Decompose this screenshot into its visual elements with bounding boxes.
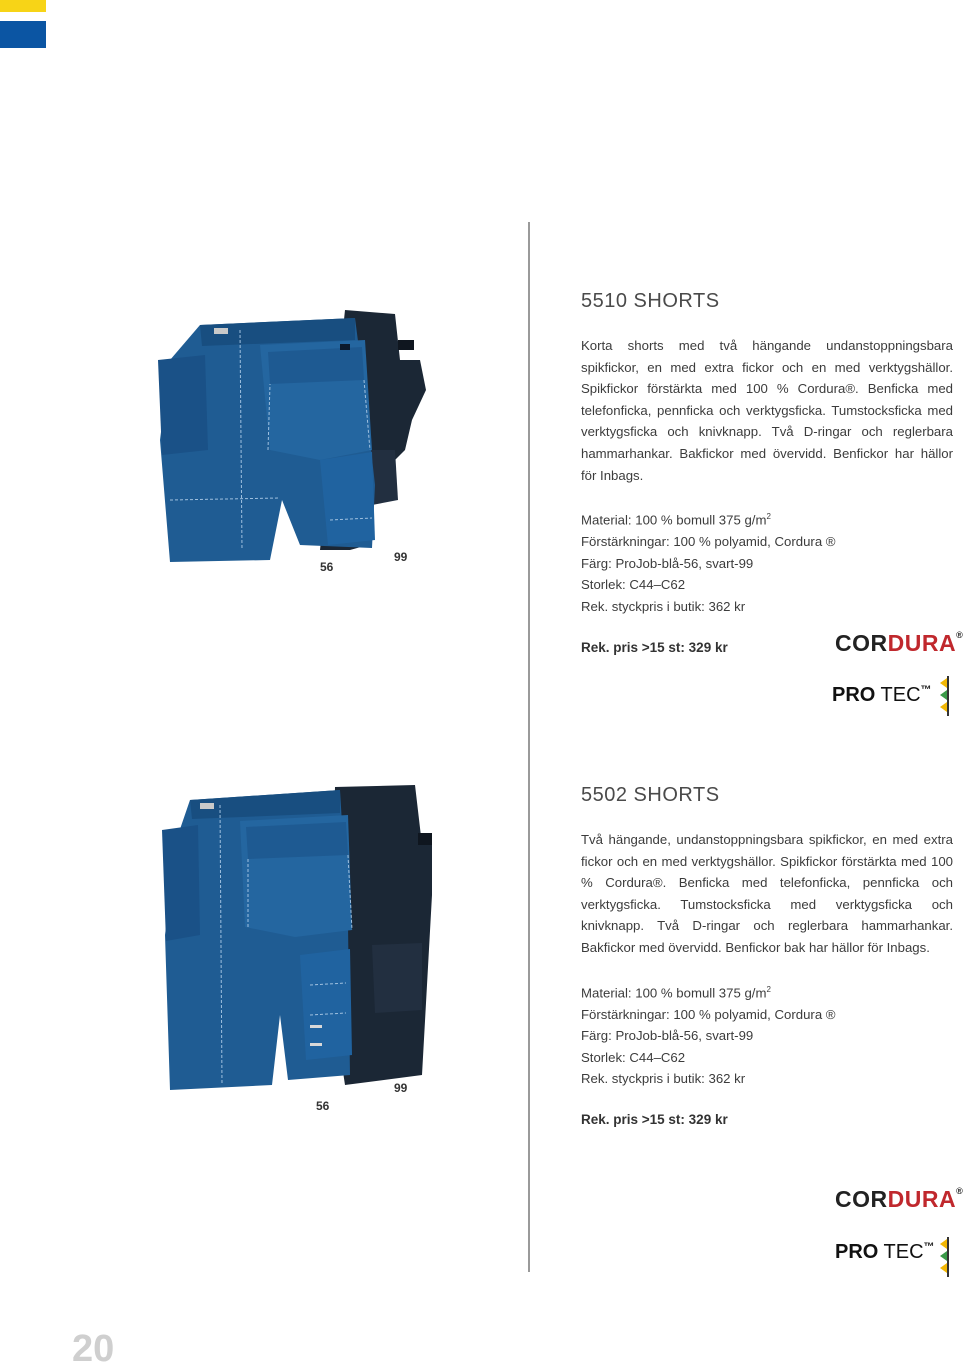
spec-reinforcement: Förstärkningar: 100 % polyamid, Cordura ® — [581, 1006, 836, 1022]
flag-yellow-stripe — [0, 0, 46, 12]
color-code-56: 56 — [316, 1099, 330, 1113]
product-5502 — [581, 784, 953, 1127]
product-image-5502 — [160, 785, 440, 1105]
cordura-logo — [835, 630, 963, 657]
product-description: Två hängande, undanstoppningsbara spikfickor, en med extra fickor och en med verktygshällor. Spikfickor förstärkta med 100 % Cordura®. Benficka med telefonficka, pennficka och verktygsficka. Tumstocksficka med verktygsficka och knivknapp. Två D-ringar och reglerbara hammarhankar. Bakfickor med övervidd. Benfickor bak har hällor för Inbags. — [581, 832, 953, 955]
protec-logo-part-b: TEC — [875, 684, 921, 706]
protec-logo-part-b: TEC — [878, 1241, 924, 1263]
protec-marks-icon — [940, 676, 952, 716]
spec-material — [581, 979, 953, 1004]
spec-sizes: Storlek: C44–C62 — [581, 577, 686, 593]
cordura-logo-part-b: DURA — [887, 1186, 957, 1212]
material-superscript: 2 — [766, 984, 771, 994]
cordura-logo-part-a: COR — [835, 630, 888, 656]
cordura-logo-part-a: COR — [835, 1186, 888, 1212]
spec-color: Färg: ProJob-blå-56, svart-99 — [581, 1028, 754, 1044]
spec-unit-price: Rek. styckpris i butik: 362 kr — [581, 598, 746, 614]
bulk-price: Rek. pris >15 st: 329 kr — [581, 1111, 728, 1127]
protec-logo — [832, 684, 932, 707]
product-title: 5502 SHORTS — [581, 784, 720, 806]
cordura-logo-registered: ® — [956, 630, 963, 640]
spec-color: Färg: ProJob-blå-56, svart-99 — [581, 555, 754, 571]
color-code-56: 56 — [320, 560, 334, 574]
product-description: Korta shorts med två hängande undanstoppningsbara spikfickor, en med extra fickor och en med verktygshällor. Spikfickor förstärkta med 100 % Cordura®. Benficka med telefonficka, pennficka och verktygsficka. Tumstocksficka med verktygsficka och knivknapp. Två D-ringar och reglerbara hammarhankar. Bakfickor med övervidd. Benfickor har hällor för Inbags. — [581, 338, 953, 483]
cordura-logo — [835, 1186, 963, 1213]
protec-logo — [835, 1241, 935, 1264]
protec-logo-tm: ™ — [920, 684, 932, 696]
shorts-blue-long — [162, 790, 352, 1090]
cordura-logo-registered: ® — [956, 1186, 963, 1196]
spec-unit-price: Rek. styckpris i butik: 362 kr — [581, 1071, 746, 1087]
product-5510 — [581, 290, 953, 655]
column-divider — [528, 222, 530, 1272]
material-text: Material: 100 % bomull 375 g/m — [581, 512, 767, 528]
spec-sizes: Storlek: C44–C62 — [581, 1049, 686, 1065]
protec-logo-tm: ™ — [923, 1241, 935, 1253]
shorts-blue — [158, 318, 375, 562]
color-code-99: 99 — [394, 550, 408, 564]
spec-material — [581, 506, 953, 531]
spec-reinforcement: Förstärkningar: 100 % polyamid, Cordura ® — [581, 534, 836, 550]
product-title: 5510 SHORTS — [581, 290, 720, 312]
protec-logo-part-a: PRO — [832, 684, 876, 706]
protec-marks-icon — [940, 1237, 952, 1277]
protec-logo-part-a: PRO — [835, 1241, 879, 1263]
cordura-logo-part-b: DURA — [887, 630, 957, 656]
flag-blue-stripe — [0, 21, 46, 48]
color-code-99: 99 — [394, 1081, 408, 1095]
material-text: Material: 100 % bomull 375 g/m — [581, 984, 767, 1000]
bulk-price: Rek. pris >15 st: 329 kr — [581, 639, 728, 655]
product-image-5510 — [150, 300, 440, 590]
page-number: 20 — [72, 1328, 115, 1370]
material-superscript: 2 — [766, 512, 771, 522]
